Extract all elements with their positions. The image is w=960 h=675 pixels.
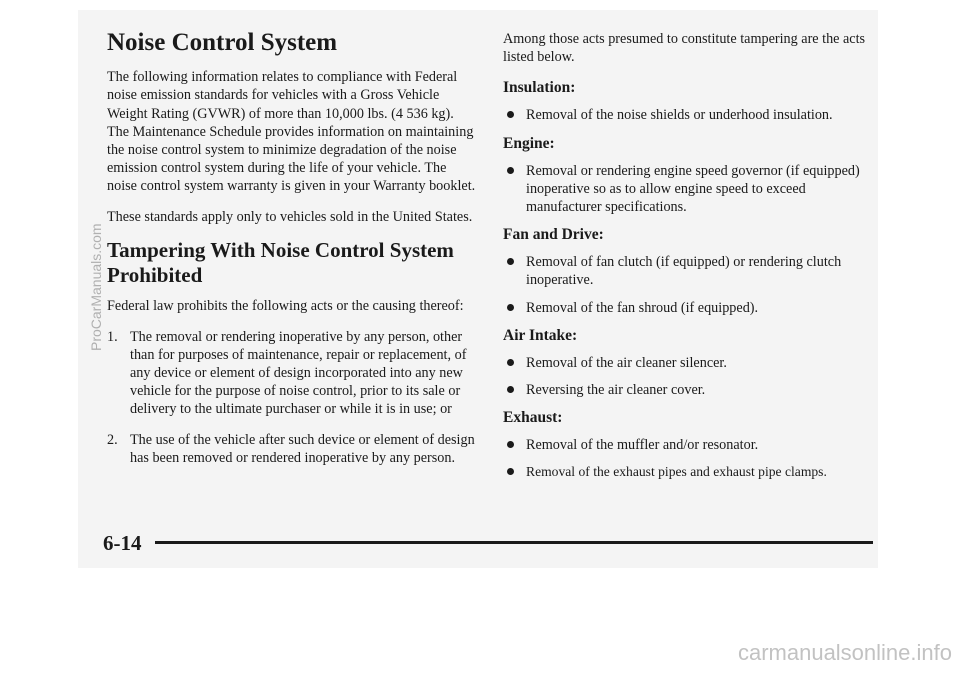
page-number: 6-14 <box>103 531 142 555</box>
fan-drive-heading: Fan and Drive: <box>503 226 604 244</box>
insulation-list <box>503 106 878 124</box>
side-watermark: ProCarManuals.com <box>88 223 104 351</box>
list-item: Removal of fan clutch (if equipped) or rendering clutch inoperative. <box>503 253 878 289</box>
left-column <box>107 30 477 479</box>
item-number: 2. <box>107 431 118 448</box>
exhaust-heading: Exhaust: <box>503 409 563 427</box>
engine-heading: Engine: <box>503 134 555 152</box>
fan-drive-list <box>503 253 878 317</box>
item-text: The use of the vehicle after such device or element of design has been removed or rendered inoperative by any person. <box>130 431 475 466</box>
list-item <box>107 328 477 419</box>
tampering-intro-paragraph: Among those acts presumed to constitute tampering are the acts listed below. <box>503 31 866 66</box>
item-text: The removal or rendering inoperative by any person, other than for purposes of maintenance, repair or replacement, of any device or element of design incorporated into any new vehicle for the purpose of noise control, prior to its sale or delivery to the ultimate purchaser or while it is in use; or <box>130 328 467 418</box>
bottom-watermark: carmanualsonline.info <box>737 640 952 665</box>
page-title: Noise Control System <box>107 29 338 56</box>
list-item: Removal of the muffler and/or resonator. <box>503 436 878 454</box>
right-column <box>503 30 878 491</box>
list-item: Removal of the air cleaner silencer. <box>503 354 878 372</box>
insulation-heading: Insulation: <box>503 79 576 97</box>
air-intake-heading: Air Intake: <box>503 326 578 344</box>
list-item <box>107 431 477 467</box>
tampering-heading: Tampering With Noise Control System Prohibited <box>107 237 454 287</box>
exhaust-list <box>503 436 878 481</box>
law-intro-paragraph: Federal law prohibits the following acts or the causing thereof: <box>107 298 464 315</box>
standards-paragraph: These standards apply only to vehicles sold in the United States. <box>107 208 473 225</box>
list-item: Removal of the fan shroud (if equipped). <box>503 299 878 317</box>
air-intake-list <box>503 354 878 399</box>
list-item: Removal of the exhaust pipes and exhaust pipe clamps. <box>503 463 878 481</box>
page-footer <box>103 530 873 556</box>
engine-list <box>503 162 878 217</box>
intro-paragraph: The following information relates to compliance with Federal noise emission standards for vehicles with a Gross Vehicle Weight Rating (GVWR) of more than 10,000 lbs. (4 536 kg). The Maintenance Schedule provides information on maintaining the noise control system to minimize degradation of the noise emission control system during the life of your vehicle. The noise control system warranty is given in your Warranty booklet. <box>107 69 476 195</box>
prohibited-acts-list <box>107 328 477 467</box>
item-number: 1. <box>107 328 118 345</box>
list-item: Removal or rendering engine speed governor (if equipped) inoperative so as to allow engine speed to exceed manufacturer specifications. <box>503 162 878 217</box>
list-item: Removal of the noise shields or underhood insulation. <box>503 106 878 124</box>
list-item: Reversing the air cleaner cover. <box>503 381 878 399</box>
footer-rule <box>155 541 873 544</box>
